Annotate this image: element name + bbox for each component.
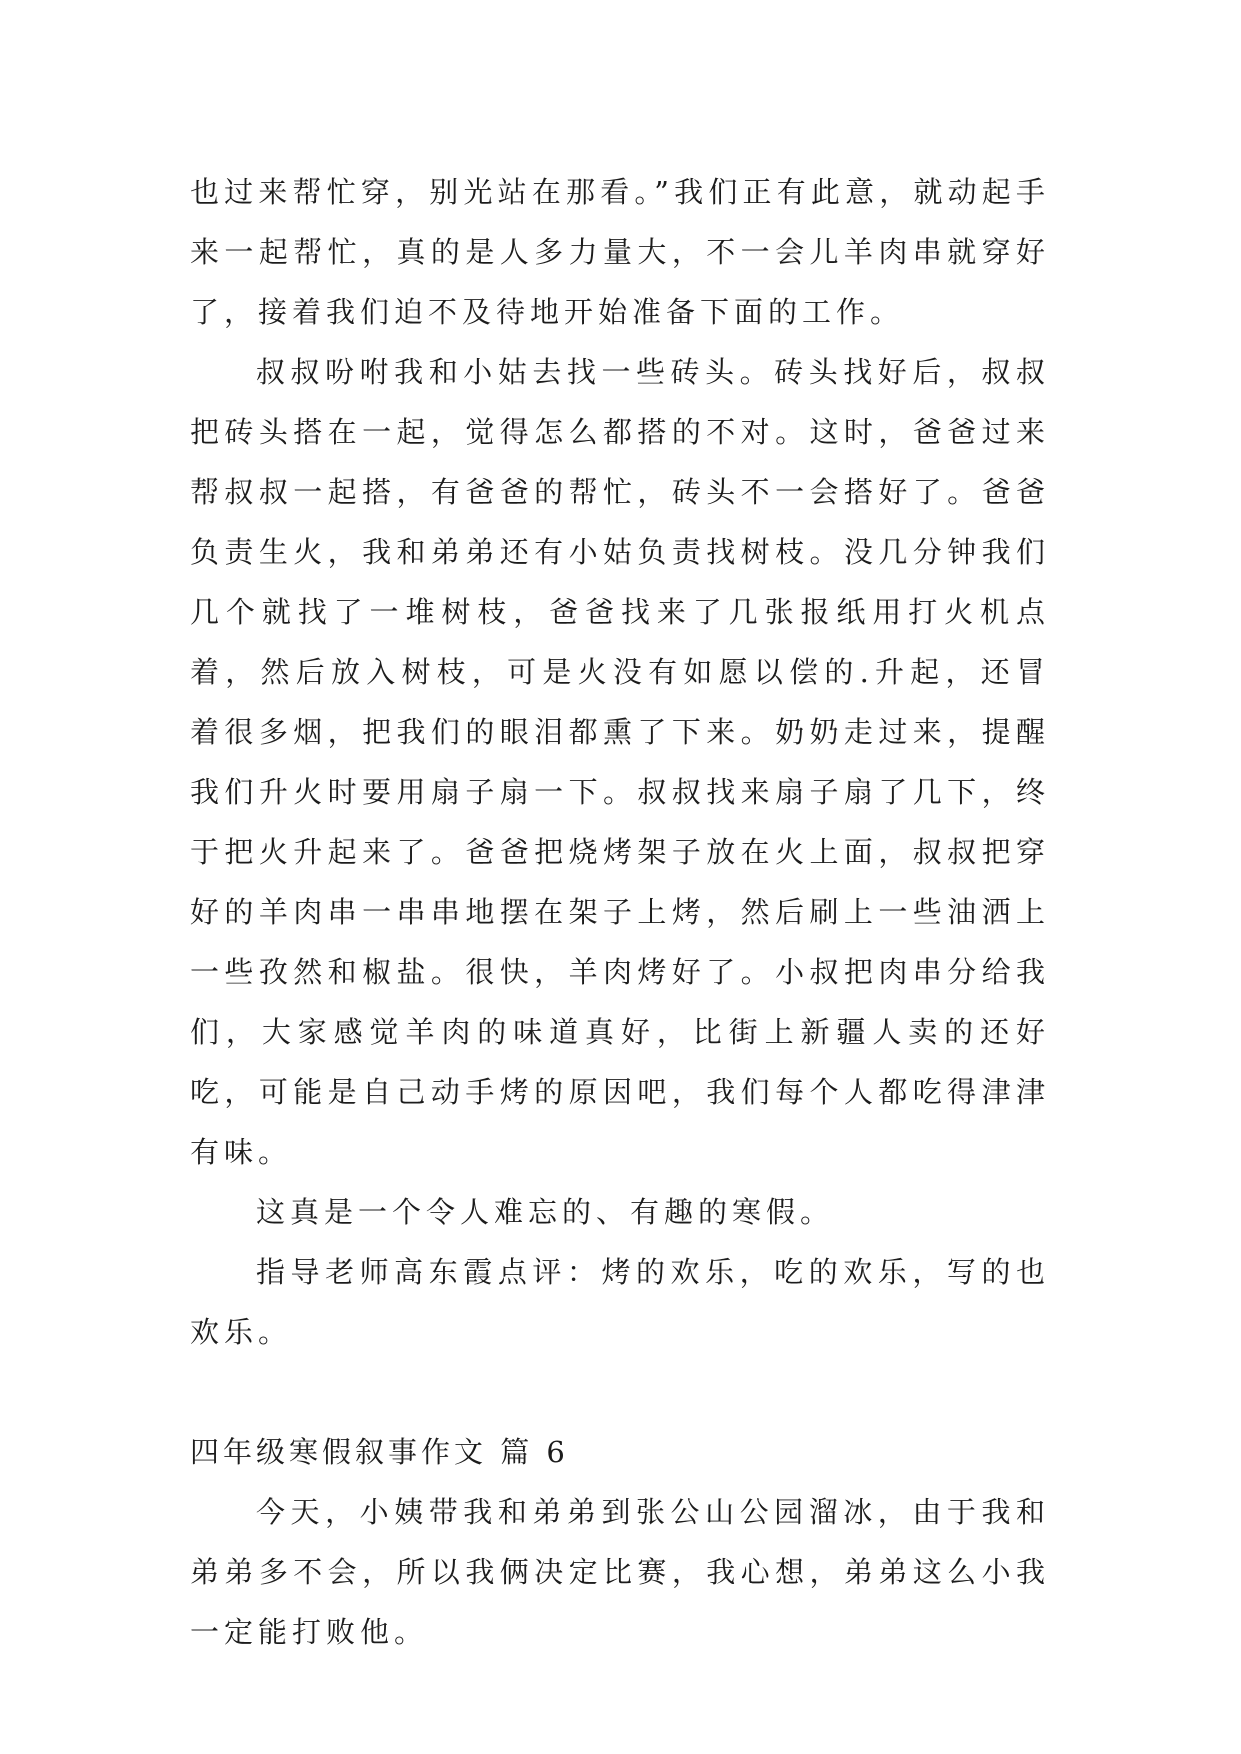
paragraph-3: 这真是一个令人难忘的、有趣的寒假。 xyxy=(256,1195,835,1229)
teacher-comment-paragraph: 指导老师高东霞点评：烤的欢乐，吃的欢乐，写的也欢乐。 xyxy=(190,1255,1050,1349)
paragraph-2: 叔叔吩咐我和小姑去找一些砖头。砖头找好后，叔叔把砖头搭在一起，觉得怎么都搭的不对。这时，爸爸过来帮叔叔一起搭，有爸爸的帮忙，砖头不一会搭好了。爸爸负责生火，我和弟弟还有小姑负责找树枝。没几分钟我们几个就找了一堆树枝，爸爸找来了几张报纸用打火机点着，然后放入树枝，可是火没有如愿以偿的.升起，还冒着很多烟，把我们的眼泪都熏了下来。奶奶走过来，提醒我们升火时要用扇子扇一下。叔叔找来扇子扇了几下，终于把火升起来了。爸爸把烧烤架子放在火上面，叔叔把穿好的羊肉串一串串地摆在架子上烤，然后刷上一些油洒上一些孜然和椒盐。很快，羊肉烤好了。小叔把肉串分给我们，大家感觉羊肉的味道真好，比街上新疆人卖的还好吃，可能是自己动手烤的原因吧，我们每个人都吃得津津有味。 xyxy=(190,355,1050,1169)
section-heading: 四年级寒假叙事作文 篇 6 xyxy=(190,1435,569,1469)
paragraph-4: 今天，小姨带我和弟弟到张公山公园溜冰，由于我和弟弟多不会，所以我俩决定比赛，我心想，弟弟这么小我一定能打败他。 xyxy=(190,1495,1050,1649)
section-spacer xyxy=(190,1362,1050,1422)
paragraph-1: 也过来帮忙穿，别光站在那看。”我们正有此意，就动起手来一起帮忙，真的是人多力量大，不一会儿羊肉串就穿好了，接着我们迫不及待地开始准备下面的工作。 xyxy=(190,175,1050,329)
document-body xyxy=(190,162,1050,1662)
